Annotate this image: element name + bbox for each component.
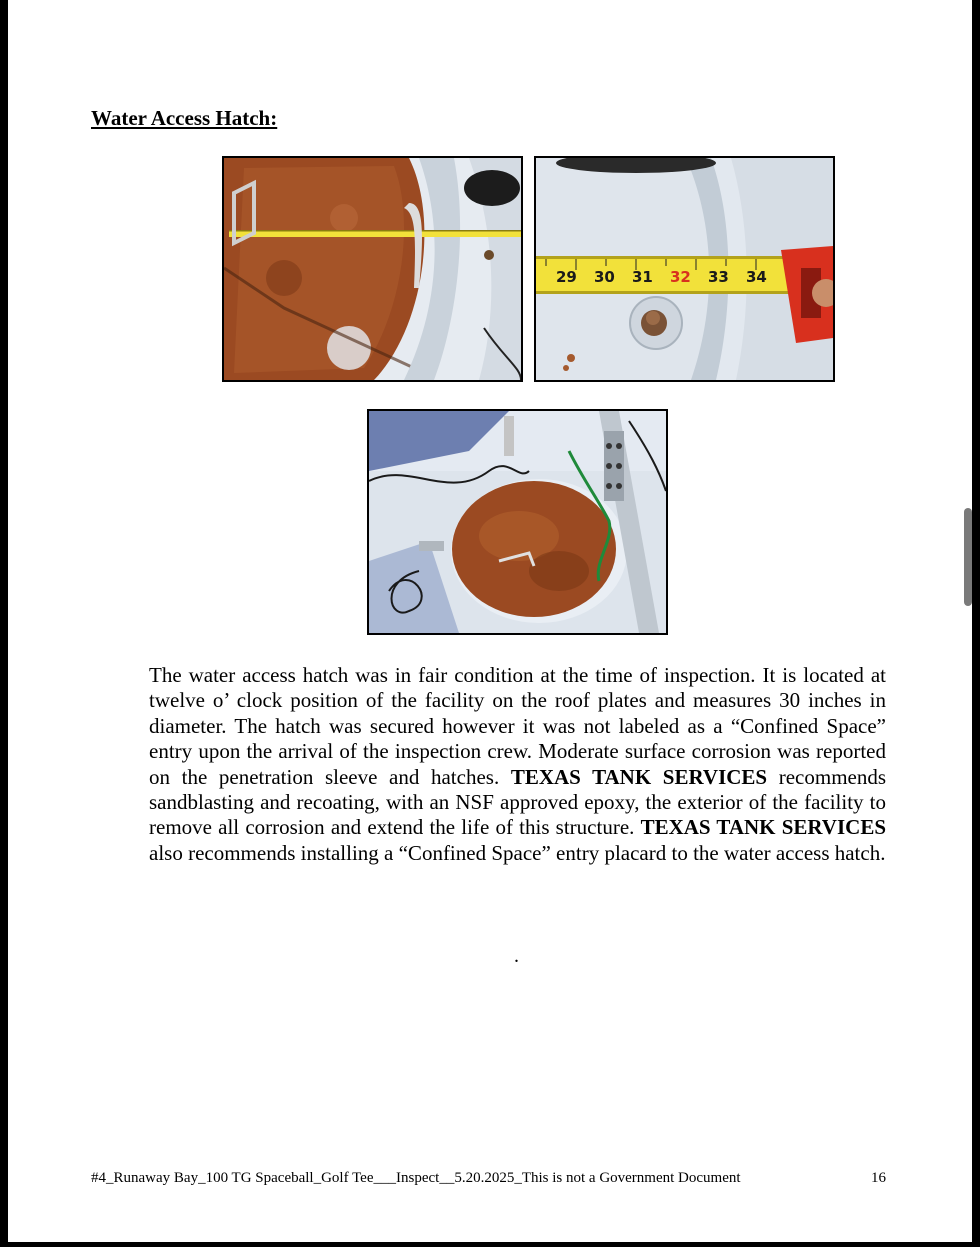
- photo-hatch-measurement: [222, 156, 523, 382]
- paragraph-text: also recommends installing a “Confined Space” entry placard to the water access hatch.: [149, 840, 886, 865]
- window-frame-left: [0, 0, 8, 1247]
- tape-label: 34: [746, 268, 767, 286]
- photo-hatch-overview: [367, 409, 668, 635]
- stray-period: .: [514, 945, 519, 967]
- page-number: 16: [871, 1170, 886, 1186]
- inspection-paragraph: [149, 663, 886, 866]
- scrollbar-thumb[interactable]: [964, 508, 972, 606]
- window-frame-bottom: [0, 1242, 980, 1247]
- paragraph-text: The water access hatch was in fair condition at the time of inspection. It is located at twelve o’ clock position of the facility on the roof plates and measures 30 inches in diameter. The hatch was secured however it was not labeled as a “Confined Space” entry upon the arrival of the inspection crew. Moderate surface corrosion was reported on the penetration sleeve and hatches.: [149, 663, 886, 789]
- tape-label: 29: [556, 268, 577, 286]
- tape-measure-photo-icon: [536, 158, 833, 380]
- section-heading: Water Access Hatch:: [91, 106, 278, 130]
- page-footer: #4_Runaway Bay_100 TG Spaceball_Golf Tee___Inspect__5.20.2025_This is not a Government Document: [91, 1170, 741, 1186]
- hatch-overview-photo-icon: [369, 411, 666, 633]
- tape-label: 30: [594, 268, 615, 286]
- window-frame-right: [972, 0, 980, 1247]
- tape-label: 33: [708, 268, 729, 286]
- tape-label: 32: [670, 268, 691, 286]
- company-name: TEXAS TANK SERVICES: [510, 764, 768, 789]
- photo-tape-measure: [534, 156, 835, 382]
- paragraph-text: recommends sandblasting and recoating, with an NSF approved epoxy, the exterior of the facility to remove all corrosion and extend the life of this structure.: [149, 764, 887, 840]
- hatch-measure-photo-icon: [224, 158, 521, 380]
- tape-label: 31: [632, 268, 653, 286]
- company-name: TEXAS TANK SERVICES: [640, 815, 887, 840]
- scrollbar-track[interactable]: [962, 0, 972, 1242]
